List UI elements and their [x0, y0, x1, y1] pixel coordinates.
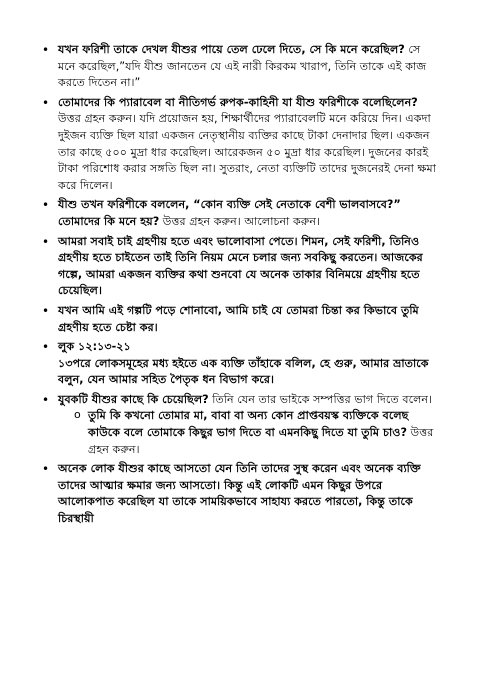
sub-answer-text: উত্তর গ্রহন করুন।	[88, 426, 434, 456]
sub-list	[58, 408, 441, 458]
list-item-3	[58, 197, 441, 230]
answer-text: উত্তর গ্রহন করুন। যদি প্রয়োজন হয়, শিক্ষার্থীদের প্যারাবেলটি মনে করিয়ে দিন। একদা দুইজন ব্যক্তি ছিল যারা একজন নেতৃস্থানীয় ব্যক্তির কাছে টাকা দেনাদার ছিল। একজন তার কাছে ৫০০ মুদ্রা ধার করেছিল। আরেকজন ৫০ মুদ্রা ধার করেছিল। দুজনের কারই টাকা পরিশোধ করার সঙ্গতি ছিল না। সুতরাং, নেতা ব্যক্তিটি তাদের দুজনেরই দেনা ক্ষমা করে দিলেন।	[58, 112, 436, 192]
sub-list-item	[88, 408, 441, 458]
list-item-5	[58, 303, 441, 336]
answer-text: তিনি যেন তার ভাইকে সম্পত্তির ভাগ দিতে বলেন।	[208, 392, 433, 406]
list-item-2	[58, 95, 441, 195]
list-item-7	[58, 392, 441, 458]
answer-text: সে মনে করেছিল,”যদি যীশু জানতেন যে এই নারী কিরকম খারাপ, তিনি তাকে এই কাজ করতে দিতেন না।”	[58, 43, 427, 90]
statement-text: আমরা সবাই চাই গ্রহণীয় হতে এবং ভালোবাসা পেতে। শিমন, সেই ফরিশী, তিনিও গ্রহণীয় হতে চাইতেন তাই তিনি নিয়ম মেনে চলার জন্য সবকিছু করতেন। আজকের গল্পে, আমরা একজন ব্যক্তির কথা শুনবো যে অনেক তাকার বিনিময়ে গ্রহণীয় হতে চেয়েছিল।	[58, 234, 423, 298]
bullet-list	[58, 42, 441, 528]
scripture-verse: ১৩পরে লোকসমূহের মধ্য হইতে এক ব্যক্তি তাঁহাকে বলিল, হে গুরু, আমার ভ্রাতাকে বলুন, যেন আমার সহিত পৈতৃক ধন বিভাগ করে।	[58, 356, 429, 387]
question-text: যুবকটি যীশুর কাছে কি চেয়েছিল?	[58, 392, 209, 406]
question-text: যখন ফরিশী তাকে দেখল যীশুর পায়ে তেল ঢেলে দিতে, সে কি মনে করেছিল?	[58, 43, 405, 56]
question-text: যীশু তখন ফরিশীকে বললেন, “কোন ব্যক্তি সেই নেতাকে বেশী ভালবাসবে?” তোমাদের কি মনে হয়?	[58, 198, 401, 228]
list-item-8	[58, 461, 441, 527]
list-item-4	[58, 234, 441, 300]
statement-text: যখন আমি এই গল্পটি পড়ে শোনাবো, আমি চাই যে তোমরা চিন্তা কর কিভাবে তুমি গ্রহণীয় হতে চেষ্টা কর।	[58, 303, 419, 334]
question-text: তোমাদের কি প্যারাবেল বা নীতিগর্ভ রুপক-কাহিনী যা যীশু ফরিশীকে বলেছিলেন?	[58, 95, 418, 109]
scripture-reference: • লুক ১২:১৩-২১	[58, 340, 131, 354]
answer-text: উত্তর গ্রহন করুন। আলোচনা করুন।	[159, 214, 321, 228]
list-item-6	[58, 339, 441, 389]
statement-text: অনেক লোক যীশুর কাছে আসতো যেন তিনি তাদের সুস্থ করেন এবং অনেক ব্যক্তি তাদের আত্মার ক্ষমার জন্য আসতো। কিন্তু এই লোকটি এমন কিছুর উপরে আলোকপাত করেছিল যা তাকে সাময়িকভাবে সাহায্য করতে পারতো, কিন্তু তাকে চিরস্থায়ী	[58, 462, 421, 526]
sub-question-text: তুমি কি কখনো তোমার মা, বাবা বা অন্য কোন প্রাপ্তবয়স্ক ব্যক্তিকে বলেছ কাউকে বলে তোমাকে কিছুর ভাগ দিতে বা এমনকিছু দিতে যা তুমি চাও?	[88, 409, 409, 440]
list-item-1	[58, 42, 441, 92]
